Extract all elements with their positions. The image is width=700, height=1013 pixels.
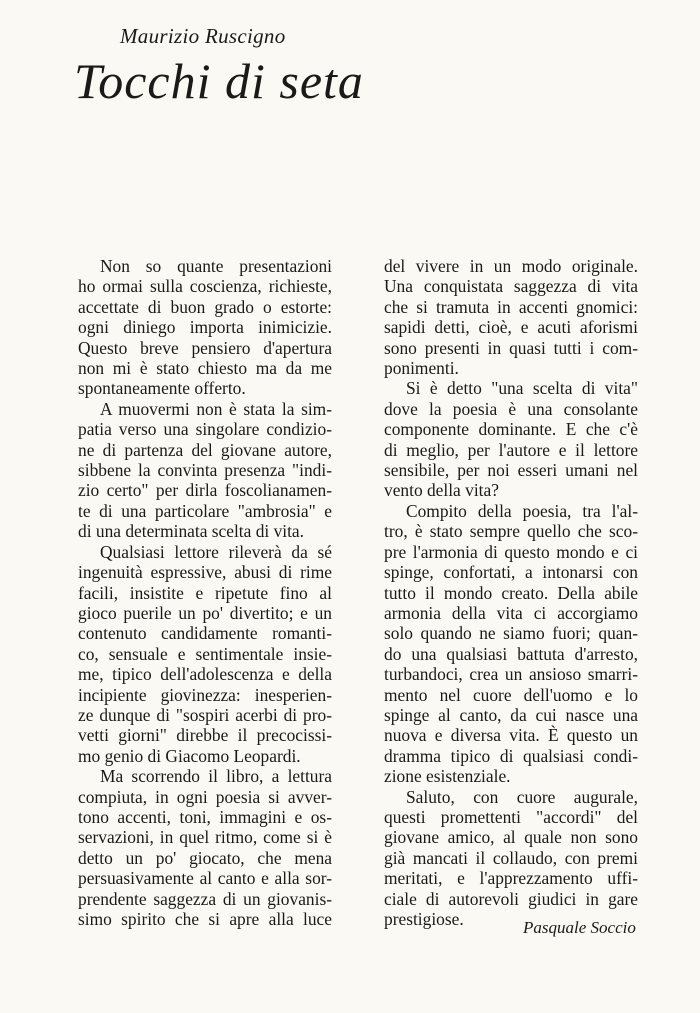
text-line: zione esistenziale.: [384, 766, 511, 787]
text-line: turbandoci, crea un ansioso smarri-: [384, 664, 638, 685]
text-line: tono accenti, toni, immagini e os-: [78, 806, 332, 827]
text-line: tutto il mondo creato. Della abile: [384, 582, 638, 603]
author-name: Maurizio Ruscigno: [120, 24, 286, 48]
text-line: accettate di buon grado o estorte:: [78, 296, 332, 317]
text-line: spinge al canto, da cui nasce una: [384, 704, 638, 725]
paragraph: [78, 542, 332, 766]
text-line: do una qualsiasi battuta d'arresto,: [384, 643, 638, 664]
text-line: compiuta, in ogni poesia si avver-: [78, 786, 332, 807]
text-line: prestigiose.: [384, 909, 464, 929]
text-line: co, sensuale e sentimentale insie-: [78, 643, 332, 664]
text-line: contenuto candidamente romanti-: [78, 623, 332, 644]
paragraph: [78, 766, 332, 929]
text-line: meritati, e l'apprezzamento uffi-: [384, 868, 638, 889]
text-line: pre l'armonia di questo mondo e ci: [384, 541, 638, 562]
text-line: vento della vita?: [384, 480, 499, 501]
paragraph: [78, 256, 332, 399]
text-line: componente dominante. E che c'è: [384, 419, 638, 440]
text-line: te di una particolare "ambrosia" e: [78, 500, 332, 521]
text-line: zio certo" per dirla foscolianamen-: [78, 480, 332, 501]
text-column-left: [78, 256, 332, 929]
text-line: ingenuità espressive, abusi di rime: [78, 562, 332, 583]
text-line: Qualsiasi lettore rileverà da sé: [100, 541, 332, 562]
paragraph: [78, 399, 332, 542]
paragraph: [384, 256, 638, 378]
text-line: Questo breve pensiero d'apertura: [78, 337, 332, 358]
text-line: sensibile, per noi esseri umani nel: [384, 460, 638, 481]
signature: Pasquale Soccio: [523, 918, 636, 937]
text-line: mento nel cuore dell'uomo e lo: [384, 684, 638, 705]
text-line: A muovermi non è stata la sim-: [100, 398, 332, 419]
text-line: dramma tipico di qualsiasi condi-: [384, 745, 638, 766]
text-line: nuova e diversa vita. È questo un: [384, 725, 638, 746]
text-line: simo spirito che si apre alla luce: [78, 909, 332, 929]
text-line: patia verso una singolare condizio-: [78, 419, 332, 440]
text-line: ze dunque di "sospiri acerbi di pro-: [78, 704, 332, 725]
text-line: servazioni, in quel ritmo, come si è: [78, 827, 332, 848]
text-line: sapidi detti, cioè, e acuti aforismi: [384, 317, 638, 338]
text-line: persuasivamente al canto e alla sor-: [78, 868, 332, 889]
text-line: già mancati il collaudo, con premi: [384, 847, 638, 868]
text-line: vetti giorni" direbbe il precocissi-: [78, 725, 332, 746]
text-line: giovane amico, al quale non sono: [384, 827, 638, 848]
text-line: del vivere in un modo originale.: [384, 256, 638, 276]
paragraph: [384, 378, 638, 500]
text-line: che si tramuta in accenti gnomici:: [384, 296, 638, 317]
text-line: Saluto, con cuore augurale,: [406, 786, 638, 807]
text-line: Compito della poesia, tra l'al-: [406, 500, 638, 521]
text-line: sibbene la convinta presenza "indi-: [78, 460, 332, 481]
text-line: me, tipico dell'adolescenza e della: [78, 664, 332, 685]
text-line: solo quando ne siamo fuori; quan-: [384, 623, 638, 644]
text-line: incipiente giovinezza: inesperien-: [78, 684, 332, 705]
text-line: prendente saggezza di un giovanis-: [78, 888, 332, 909]
text-line: spinge, confortati, a intonarsi con: [384, 562, 638, 583]
text-line: di meglio, per l'autore e il lettore: [384, 439, 638, 460]
text-line: ho ormai sulla coscienza, richieste,: [78, 276, 332, 297]
text-line: armonia della vita ci accorgiamo: [384, 602, 638, 623]
paragraph: [384, 501, 638, 787]
text-line: facili, insistite e ripetute fino al: [78, 582, 332, 603]
article-title: Tocchi di seta: [74, 53, 364, 109]
text-line: questi promettenti "accordi" del: [384, 806, 638, 827]
text-line: spontaneamente offerto.: [78, 378, 246, 399]
text-column-right: [384, 256, 638, 929]
text-line: non mi è stato chiesto ma da me: [78, 358, 332, 379]
text-line: dove la poesia è una consolante: [384, 398, 638, 419]
text-line: ciale di autorevoli giudici in gare: [384, 888, 638, 909]
text-line: mo genio di Giacomo Leopardi.: [78, 745, 301, 766]
text-line: sono presenti in quasi tutti i com-: [384, 337, 638, 358]
text-line: gioco puerile un po' divertito; e un: [78, 602, 332, 623]
text-line: detto un po' giocato, che mena: [78, 847, 332, 868]
text-line: Si è detto "una scelta di vita": [406, 378, 638, 399]
text-line: ponimenti.: [384, 358, 459, 379]
text-line: Ma scorrendo il libro, a lettura: [100, 766, 332, 787]
text-line: ne di partenza del giovane autore,: [78, 439, 332, 460]
text-line: tro, è stato sempre quello che sco-: [384, 521, 638, 542]
text-line: ogni diniego importa inimicizie.: [78, 317, 332, 338]
text-line: di una determinata scelta di vita.: [78, 521, 304, 542]
text-line: Una conquistata saggezza di vita: [384, 276, 638, 297]
paragraph: [384, 787, 638, 930]
text-line: Non so quante presentazioni: [100, 256, 332, 276]
